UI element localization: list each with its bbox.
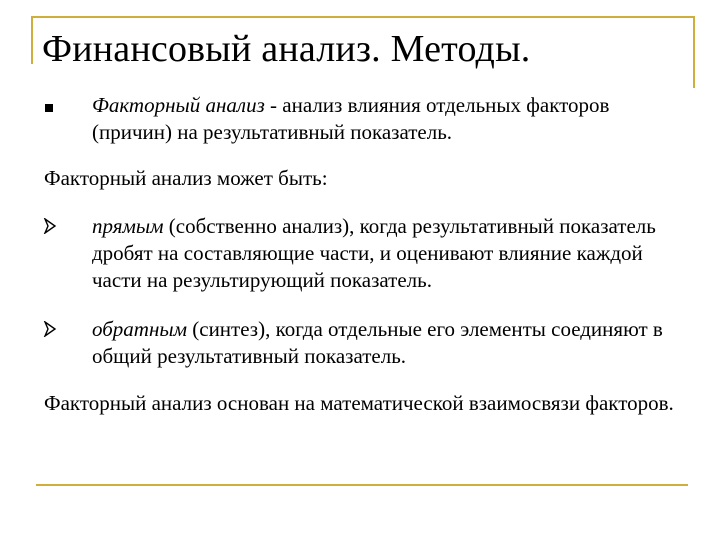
term-direct: прямым — [92, 214, 164, 238]
decorative-bottom-rule — [36, 484, 688, 486]
decorative-right-rule — [693, 16, 695, 88]
term-inverse: обратным — [92, 317, 187, 341]
decorative-top-rule — [31, 16, 695, 18]
conclusion-paragraph: Факторный анализ основан на математической взаимосвязи факторов. — [44, 391, 674, 415]
bullet-item-factor-analysis — [92, 92, 692, 146]
arrow-bullet-icon — [43, 218, 57, 234]
intro-paragraph: Факторный анализ может быть: — [44, 166, 328, 190]
bullet-item-direct — [92, 213, 692, 294]
bullet-item-inverse — [92, 316, 692, 370]
arrow-bullet-icon — [43, 321, 57, 337]
slide-title: Финансовый анализ. Методы. — [42, 28, 531, 70]
definition-text: - анализ влияния отдельных факторов (причин) на результативный показатель. — [92, 93, 610, 144]
decorative-left-rule — [31, 16, 33, 64]
inverse-description: (синтез), когда отдельные его элементы соединяют в общий результативный показатель. — [92, 317, 663, 368]
square-bullet-icon — [45, 104, 53, 112]
term-factor-analysis: Факторный анализ — [92, 93, 265, 117]
direct-description: (собственно анализ), когда результативный показатель дробят на составляющие части, и оценивают влияние каждой части на результирующий показатель. — [92, 214, 656, 292]
